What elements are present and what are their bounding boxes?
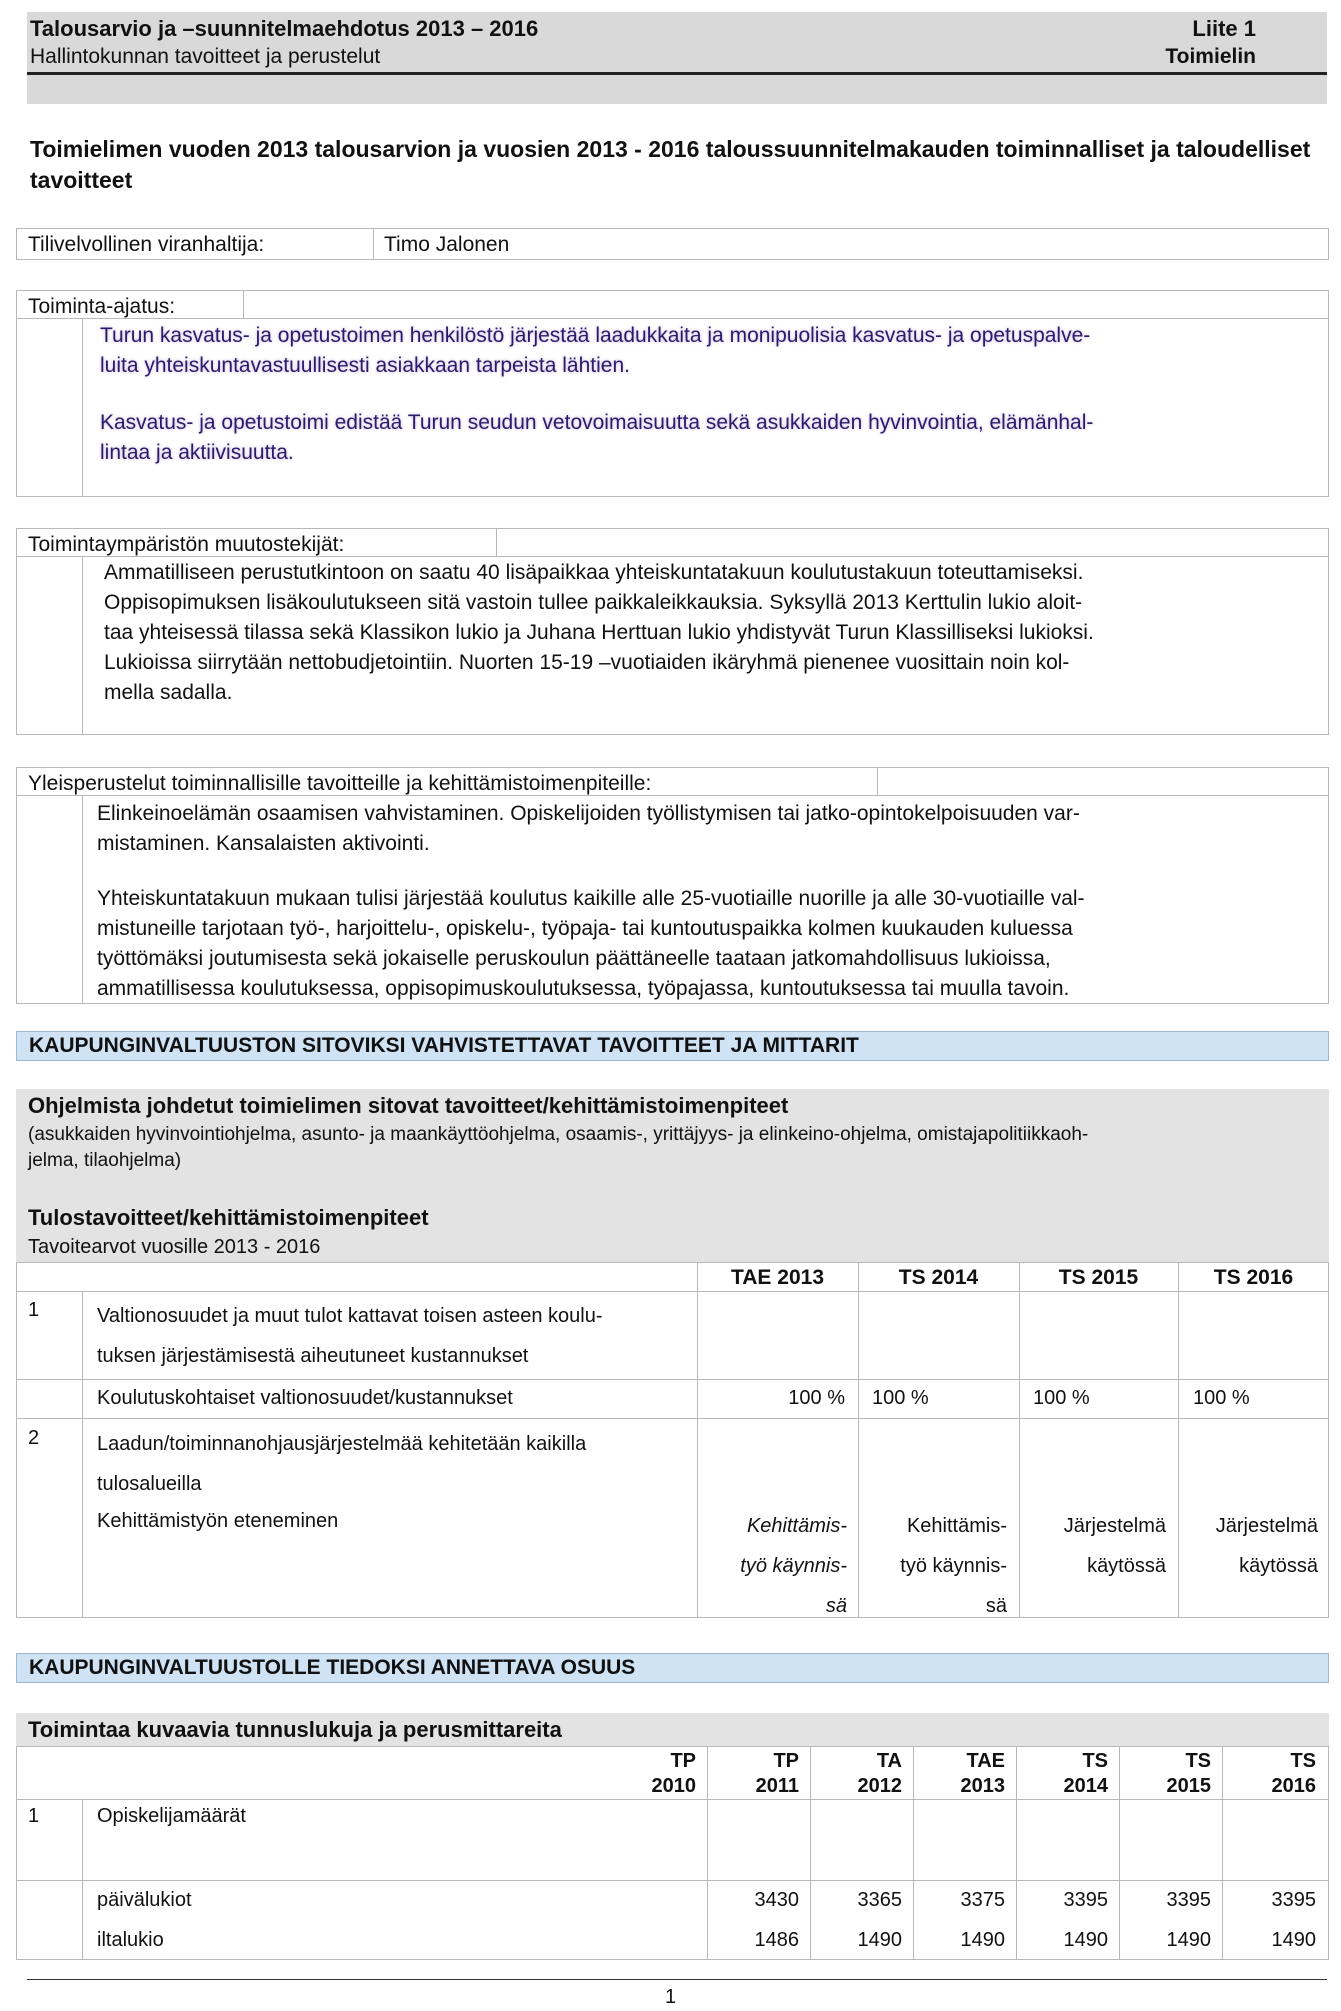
target-value: työ käynnis- xyxy=(900,1555,1007,1577)
indicator-value: 3375 xyxy=(960,1889,1005,1911)
page-number: 1 xyxy=(664,1986,677,2008)
indicator-label: iltalukio xyxy=(97,1929,164,1951)
target-value: 100 % xyxy=(788,1387,845,1409)
target-value: käytössä xyxy=(1087,1555,1166,1577)
rationale-text-line: Yhteiskuntatakuun mukaan tulisi järjestää koulutus kaikille alle 25-vuotiaille nuorille ja alle 30-vuotiaille val- xyxy=(97,887,1085,910)
target-value: käytössä xyxy=(1239,1555,1318,1577)
column-header: TAE 2013 xyxy=(731,1266,824,1289)
divider xyxy=(16,1379,1329,1380)
divider xyxy=(82,1799,83,1960)
indicator-value: 1490 xyxy=(857,1929,902,1951)
divider xyxy=(1222,1746,1223,1960)
org-label: Toimielin xyxy=(1165,45,1256,68)
indicator-value: 3430 xyxy=(754,1889,799,1911)
target-value: Järjestelmä xyxy=(1215,1515,1318,1537)
divider xyxy=(243,318,1329,319)
divider xyxy=(82,318,83,497)
column-header: 2011 xyxy=(755,1775,799,1797)
target-description: Laadun/toiminnanohjausjärjestelmää kehitetään kaikilla xyxy=(97,1433,587,1455)
target-description: tulosalueilla xyxy=(97,1473,202,1495)
environment-text-line: mella sadalla. xyxy=(104,681,233,704)
target-value: 100 % xyxy=(1033,1387,1090,1409)
target-value: Järjestelmä xyxy=(1063,1515,1166,1537)
divider xyxy=(810,1746,811,1960)
target-value: Kehittämis- xyxy=(746,1515,847,1537)
column-header: TP xyxy=(773,1750,799,1772)
target-value: työ käynnis- xyxy=(740,1555,847,1577)
indicator-value: 1490 xyxy=(1271,1929,1316,1951)
indicator-value: 3395 xyxy=(1063,1889,1108,1911)
header-divider xyxy=(27,72,1327,75)
programs-note-line: (asukkaiden hyvinvointiohjelma, asunto- ja maankäyttöohjelma, osaamis-, yrittäjyys- ja elinkeino-ohjelma, omistajapolitiikkaoh- xyxy=(28,1124,1089,1145)
divider xyxy=(16,1418,1329,1419)
mission-text-line: Turun kasvatus- ja opetustoimen henkilöstö järjestää laadukkaita ja monipuolisia kasvatus- ja opetuspalve- xyxy=(100,324,1091,347)
targets-subtitle: Tavoitearvot vuosille 2013 - 2016 xyxy=(28,1236,321,1258)
rationale-text-line: työttömäksi joutumisesta sekä jokaiselle peruskoulun päättäneelle taataan jatkomahdollisuus lukioissa, xyxy=(97,947,1051,970)
divider xyxy=(373,228,374,260)
environment-text-line: Oppisopimuksen lisäkoulutukseen sitä vastoin tullee paikkaleikkauksia. Syksyllä 2013 Kerttulin lukio aloit- xyxy=(104,591,1083,614)
column-header: 2013 xyxy=(960,1775,1005,1797)
footer-divider xyxy=(27,1979,1327,1980)
indicator-label: päivälukiot xyxy=(97,1889,192,1911)
column-header: 2015 xyxy=(1166,1775,1211,1797)
divider xyxy=(707,1746,708,1960)
rationale-text-line: Elinkeinoelämän osaamisen vahvistaminen. Opiskelijoiden työllistymisen tai jatko-opintokelpoisuuden var- xyxy=(97,802,1080,825)
divider xyxy=(1119,1746,1120,1960)
column-header: TS xyxy=(1082,1750,1108,1772)
targets-title: Tulostavoitteet/kehittämistoimenpiteet xyxy=(28,1205,429,1230)
column-header: TP xyxy=(670,1750,696,1772)
divider xyxy=(913,1746,914,1960)
programs-title: Ohjelmista johdetut toimielimen sitovat tavoitteet/kehittämistoimenpiteet xyxy=(28,1093,789,1118)
official-value: Timo Jalonen xyxy=(384,233,510,256)
section-heading: KAUPUNGINVALTUUSTON SITOVIKSI VAHVISTETTAVAT TAVOITTEET JA MITTARIT xyxy=(16,1031,1329,1061)
section-heading: KAUPUNGINVALTUUSTOLLE TIEDOKSI ANNETTAVA OSUUS xyxy=(16,1653,1329,1683)
mission-text-line: Kasvatus- ja opetustoimi edistää Turun seudun vetovoimaisuutta sekä asukkaiden hyvinvointia, elämänhal- xyxy=(100,411,1094,434)
official-label: Tilivelvollinen viranhaltija: xyxy=(28,233,265,256)
document-subtitle: Hallintokunnan tavoitteet ja perustelut xyxy=(30,45,381,68)
column-header: TS 2016 xyxy=(1213,1266,1294,1289)
divider xyxy=(877,767,878,795)
indicator-value: 1490 xyxy=(1166,1929,1211,1951)
column-header: 2010 xyxy=(651,1775,696,1797)
column-header: TS 2015 xyxy=(1058,1266,1139,1289)
row-number: 1 xyxy=(28,1299,40,1321)
target-value: sä xyxy=(985,1595,1007,1617)
environment-text-line: taa yhteisessä tilassa sekä Klassikon lukio ja Juhana Herttuan lukio yhdistyvät Turun Klassilliseksi lukioksi. xyxy=(104,621,1094,644)
column-header: TA xyxy=(876,1750,902,1772)
indicator-label: Opiskelijamäärät xyxy=(97,1805,246,1827)
row-number: 2 xyxy=(28,1427,40,1449)
column-header: 2012 xyxy=(857,1775,902,1797)
indicator-label: Koulutuskohtaiset valtionosuudet/kustannukset xyxy=(97,1387,513,1409)
indicator-value: 1490 xyxy=(1063,1929,1108,1951)
divider xyxy=(82,1291,83,1618)
target-value: 100 % xyxy=(872,1387,929,1409)
indicator-value: 1490 xyxy=(960,1929,1005,1951)
target-description: Valtionosuudet ja muut tulot kattavat toisen asteen koulu- xyxy=(97,1305,603,1327)
indicator-value: 3395 xyxy=(1271,1889,1316,1911)
indicator-label: Kehittämistyön eteneminen xyxy=(97,1510,339,1532)
target-value: sä xyxy=(825,1595,847,1617)
indicator-value: 3365 xyxy=(857,1889,902,1911)
divider xyxy=(16,1799,1329,1800)
main-heading: Toimielimen vuoden 2013 talousarvion ja vuosien 2013 - 2016 taloussuunnitelmakauden toiminnalliset ja taloudelliset tavoitteet xyxy=(30,136,1311,194)
divider xyxy=(243,290,244,318)
target-description: tuksen järjestämisestä aiheutuneet kustannukset xyxy=(97,1345,529,1367)
column-header: TS 2014 xyxy=(898,1266,979,1289)
column-header: TS xyxy=(1290,1750,1316,1772)
mission-text-line: lintaa ja aktiivisuutta. xyxy=(100,441,294,464)
indicators-title: Toimintaa kuvaavia tunnuslukuja ja perusmittareita xyxy=(28,1717,562,1742)
mission-text-line: luita yhteiskuntavastuullisesti asiakkaan tarpeista lähtien. xyxy=(100,354,630,377)
rationale-label: Yleisperustelut toiminnallisille tavoitteille ja kehittämistoimenpiteille: xyxy=(28,772,652,795)
programs-note-line: jelma, tilaohjelma) xyxy=(28,1150,182,1171)
divider xyxy=(496,528,497,556)
target-value: 100 % xyxy=(1193,1387,1250,1409)
mission-label: Toiminta-ajatus: xyxy=(28,295,176,318)
indicator-value: 1486 xyxy=(754,1929,799,1951)
target-value: Kehittämis- xyxy=(906,1515,1007,1537)
rationale-text-line: mistaminen. Kansalaisten aktivointi. xyxy=(97,832,430,855)
environment-label: Toimintaympäristön muutostekijät: xyxy=(28,533,345,556)
divider xyxy=(82,556,83,735)
column-header: TS xyxy=(1185,1750,1211,1772)
rationale-text-line: ammatillisessa koulutuksessa, oppisopimuskoulutuksessa, työpajassa, kuntoutuksessa tai muulla tavoin. xyxy=(97,977,1070,1000)
column-header: TAE xyxy=(966,1750,1005,1772)
row-number: 1 xyxy=(28,1805,40,1827)
divider xyxy=(82,795,83,1004)
rationale-text-line: mistuneille tarjotaan työ-, harjoittelu-, opiskelu-, työpaja- tai kuntoutuspaikka kolmen kuukauden kuluessa xyxy=(97,917,1073,940)
appendix-label: Liite 1 xyxy=(1192,16,1256,41)
column-header: 2016 xyxy=(1271,1775,1316,1797)
environment-text-line: Ammatilliseen perustutkintoon on saatu 40 lisäpaikkaa yhteiskuntatakuun koulutustakuun toteuttamiseksi. xyxy=(104,561,1084,584)
column-header: 2014 xyxy=(1063,1775,1108,1797)
document-title: Talousarvio ja –suunnitelmaehdotus 2013 – 2016 xyxy=(30,16,539,41)
indicator-value: 3395 xyxy=(1166,1889,1211,1911)
environment-text-line: Lukioissa siirrytään nettobudjetointiin. Nuorten 15-19 –vuotiaiden ikäryhmä pienenee vuosittain noin kol- xyxy=(104,651,1070,674)
divider xyxy=(1016,1746,1017,1960)
